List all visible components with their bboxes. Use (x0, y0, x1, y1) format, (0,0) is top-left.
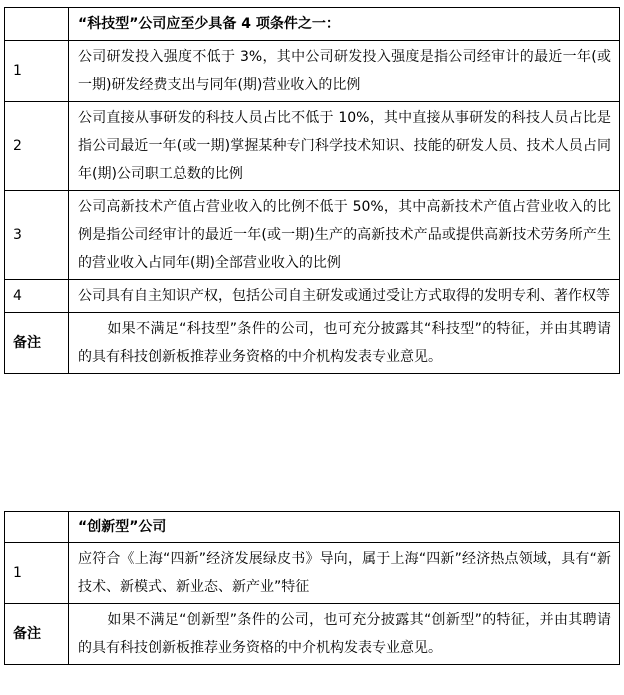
note-row (5, 313, 620, 374)
note-text: 如果不满足“创新型”条件的公司，也可充分披露其“创新型”的特征，并由其聘请的具有科技创新板推荐业务资格的中介机构发表专业意见。 (69, 604, 620, 665)
header-number-cell (5, 512, 69, 543)
row-text: 应符合《上海“四新”经济发展绿皮书》导向，属于上海“四新”经济热点领域，具有“新技术、新模式、新业态、新产业”特征 (69, 543, 620, 604)
keji-header: “科技型”公司应至少具备 4 项条件之一： (69, 8, 620, 41)
table-header-row (5, 512, 620, 543)
chuangxin-requirements-table (4, 511, 620, 665)
row-number: 1 (5, 41, 69, 102)
note-text: 如果不满足“科技型”条件的公司，也可充分披露其“科技型”的特征，并由其聘请的具有科技创新板推荐业务资格的中介机构发表专业意见。 (69, 313, 620, 374)
keji-requirements-table (4, 7, 620, 374)
note-label: 备注 (5, 313, 69, 374)
table-row (5, 191, 620, 280)
row-number: 1 (5, 543, 69, 604)
table-row (5, 280, 620, 313)
row-text: 公司具有自主知识产权，包括公司自主研发或通过受让方式取得的发明专利、著作权等 (69, 280, 620, 313)
row-number: 4 (5, 280, 69, 313)
row-text: 公司研发投入强度不低于 3%，其中公司研发投入强度是指公司经审计的最近一年(或一期)研发经费支出与同年(期)营业收入的比例 (69, 41, 620, 102)
table-header-row (5, 8, 620, 41)
header-number-cell (5, 8, 69, 41)
table-row (5, 102, 620, 191)
row-text: 公司直接从事研发的科技人员占比不低于 10%，其中直接从事研发的科技人员占比是指公司最近一年(或一期)掌握某种专门科学技术知识、技能的研发人员、技术人员占同年(期)公司职工总数的比例 (69, 102, 620, 191)
row-number: 3 (5, 191, 69, 280)
table-row (5, 543, 620, 604)
row-number: 2 (5, 102, 69, 191)
note-label: 备注 (5, 604, 69, 665)
chuangxin-header: “创新型”公司 (69, 512, 620, 543)
note-row (5, 604, 620, 665)
table-row (5, 41, 620, 102)
row-text: 公司高新技术产值占营业收入的比例不低于 50%，其中高新技术产值占营业收入的比例是指公司经审计的最近一年(或一期)生产的高新技术产品或提供高新技术劳务所产生的营业收入占同年(期)全部营业收入的比例 (69, 191, 620, 280)
